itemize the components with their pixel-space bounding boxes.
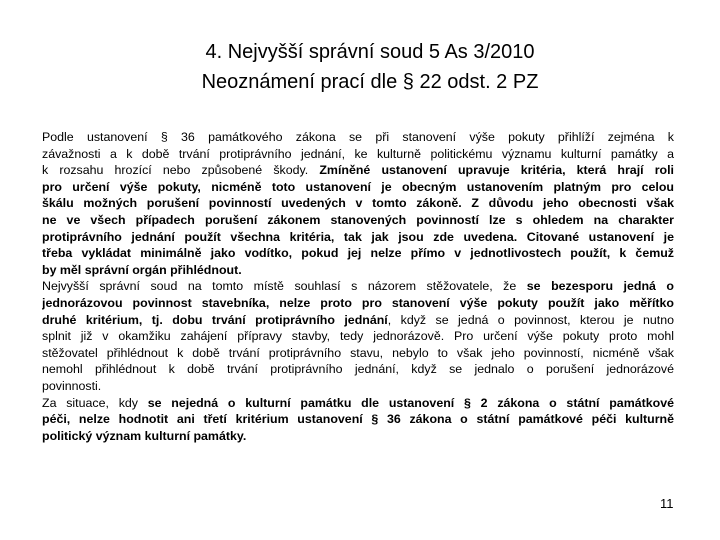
text: Za situace, kdy bbox=[42, 395, 148, 410]
bold-text: se nejedná o kulturní památku dle ustanovení § 2 zákona o státní památkové bbox=[147, 395, 674, 410]
text: k rozsahu hrozící nebo způsobené škody. bbox=[42, 163, 320, 178]
bold-text: škálu možných porušení povinností uvedených v tomto zákoně. Z důvodu jeho obecnosti však bbox=[42, 196, 674, 211]
text-line bbox=[42, 345, 674, 362]
bold-text: Zmíněné ustanovení upravuje kritéria, která hrají roli bbox=[319, 163, 674, 178]
bold-text: péči, nelze hodnotit ani třetí kritérium ustanovení § 36 zákona o státní památkové péči kulturně bbox=[42, 412, 674, 427]
body-text bbox=[42, 129, 674, 444]
bold-text: politický význam kulturní památky. bbox=[42, 428, 247, 443]
bold-text: třeba vykládat minimálně jako vodítko, pokud jej nelze přímo v jednotlivostech použít, k čemuž bbox=[42, 246, 674, 261]
text-line bbox=[42, 278, 674, 295]
text-line bbox=[42, 229, 674, 246]
slide-subtitle: Neoznámení prací dle § 22 odst. 2 PZ bbox=[201, 71, 539, 93]
paragraph bbox=[42, 395, 674, 445]
text-line bbox=[42, 312, 674, 329]
text-line bbox=[42, 395, 674, 412]
text-line bbox=[42, 162, 674, 179]
bold-text: jednorázovou povinnost stavebníka, nelze proto pro stanovení výše pokuty použít jako měřítko bbox=[42, 295, 674, 310]
text-line bbox=[42, 129, 674, 146]
text-line bbox=[42, 378, 674, 395]
text-line bbox=[42, 262, 674, 279]
text-line bbox=[42, 428, 674, 445]
text-line bbox=[42, 411, 674, 428]
bold-text: druhé kritérium, tj. dobu trvání protiprávního jednání bbox=[42, 312, 388, 327]
text: závažnosti a k době trvání protiprávního jednání, ke kulturně politickému významu kulturní památky a bbox=[42, 146, 674, 161]
bold-text: ne ve všech případech porušení zákonem stanovených povinností lze s ohledem na charakter bbox=[42, 212, 674, 227]
text: povinnosti. bbox=[42, 378, 102, 393]
text: , když se jedná o povinnost, kterou je nutno bbox=[387, 312, 674, 327]
text: splnit již v okamžiku zahájení přípravy stavby, tedy jednorázově. Pro určení výše pokuty proto mohl bbox=[42, 329, 674, 344]
text-line bbox=[42, 195, 674, 212]
text-line bbox=[42, 361, 674, 378]
page-number: 11 bbox=[660, 496, 674, 511]
text-line bbox=[42, 179, 674, 196]
paragraph bbox=[42, 278, 674, 394]
text-line bbox=[42, 328, 674, 345]
bold-text: by měl správní orgán přihlédnout. bbox=[42, 262, 242, 277]
slide-title: 4. Nejvyšší správní soud 5 As 3/2010 bbox=[205, 41, 535, 63]
text-line bbox=[42, 295, 674, 312]
text-line bbox=[42, 245, 674, 262]
bold-text: protiprávního jednání použít všechna kritéria, tak jak jsou zde uvedena. Citované ustanovení je bbox=[42, 229, 674, 244]
text: stěžovatel přihlédnout k době trvání protiprávního stavu, nebylo to však jeho povinností, nicméně však bbox=[42, 345, 674, 360]
text-line bbox=[42, 146, 674, 163]
bold-text: se bezesporu jedná o bbox=[526, 279, 674, 294]
text-line bbox=[42, 212, 674, 229]
text: Nejvyšší správní soud na tomto místě souhlasí s názorem stěžovatele, že bbox=[42, 279, 527, 294]
bold-text: pro určení výše pokuty, nicméně toto ustanovení je obecným ustanovením platným pro celou bbox=[42, 179, 674, 194]
text: Podle ustanovení § 36 památkového zákona se při stanovení výše pokuty přihlíží zejména k bbox=[42, 130, 674, 144]
text: nemohl přihlédnout k době trvání protiprávního jednání, když se jednalo o porušení jednorázové bbox=[42, 362, 674, 377]
paragraph bbox=[42, 129, 674, 278]
